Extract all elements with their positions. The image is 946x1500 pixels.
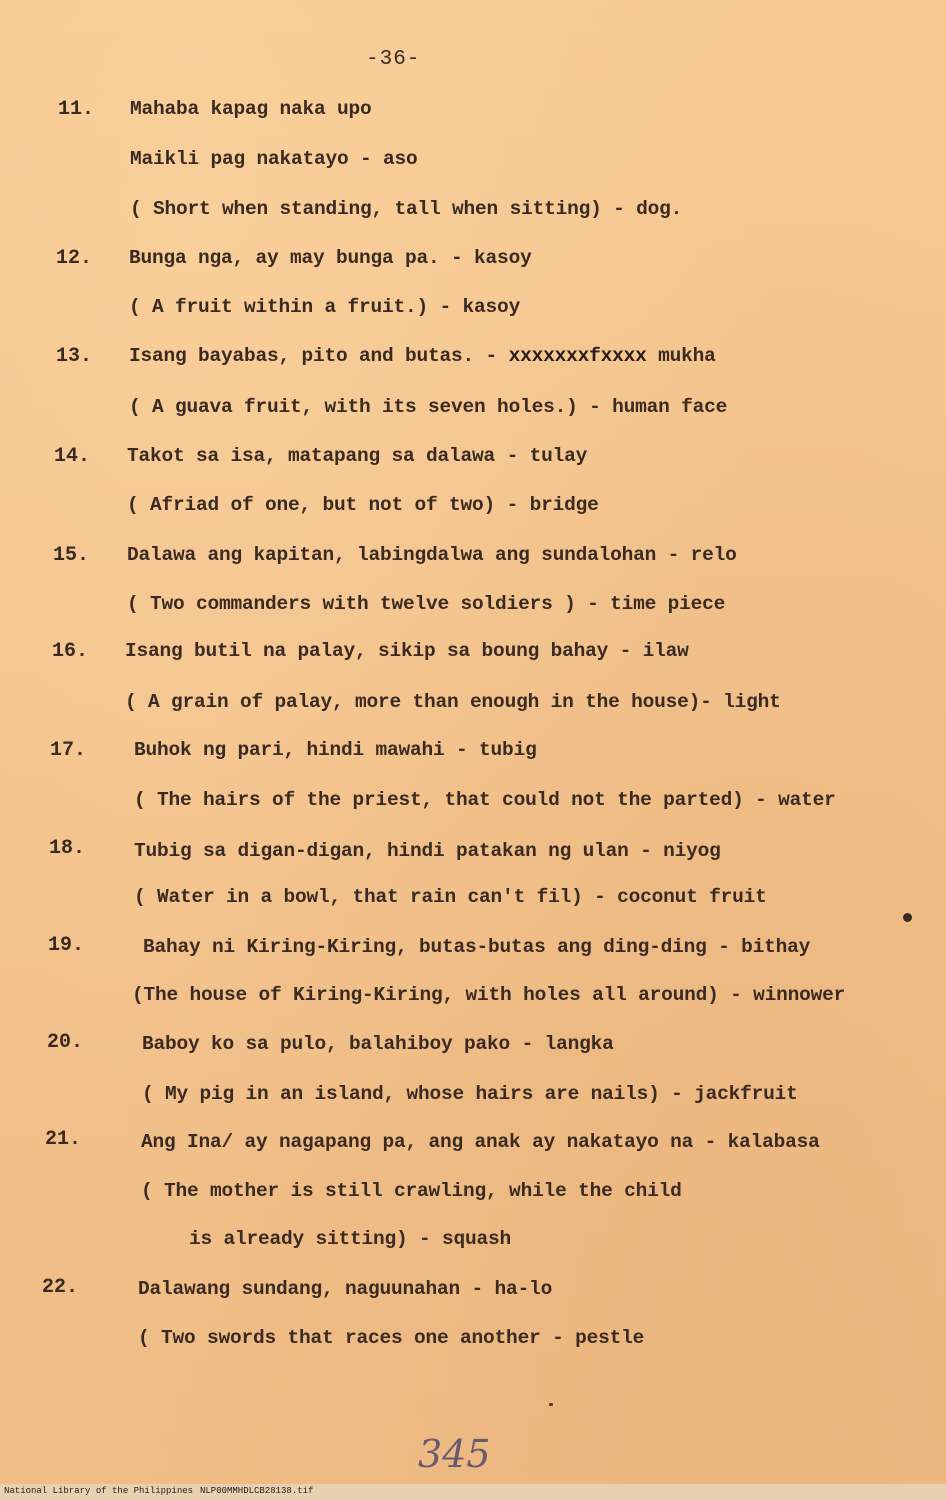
translation-line: ( Short when standing, tall when sitting) - dog. (130, 198, 683, 220)
item-number: 15. (53, 544, 90, 567)
footer-filename: NLP00MMHDLCB28138.tif (200, 1486, 314, 1496)
translation-line: ( The hairs of the priest, that could not the parted) - water (134, 789, 836, 811)
item-number: 21. (45, 1128, 82, 1151)
riddle-line: Tubig sa digan-digan, hindi patakan ng ulan - niyog (134, 840, 721, 862)
translation-line: (The house of Kiring-Kiring, with holes all around) - winnower (132, 984, 846, 1006)
riddle-text: Isang bayabas, pito and butas. - (129, 345, 509, 367)
footer-library: National Library of the Philippines (4, 1486, 194, 1496)
riddle-line: Mahaba kapag naka upo (130, 98, 372, 120)
ink-speck (549, 1403, 553, 1406)
riddle-line: Baboy ko sa pulo, balahiboy pako - langka (142, 1033, 614, 1055)
item-number: 13. (56, 345, 93, 368)
item-number: 22. (42, 1276, 79, 1299)
item-number: 19. (48, 934, 85, 957)
riddle-line: Bahay ni Kiring-Kiring, butas-butas ang ding-ding - bithay (143, 936, 811, 958)
riddle-line: Dalawang sundang, naguunahan - ha-lo (138, 1278, 553, 1300)
item-number: 12. (56, 247, 93, 270)
riddle-line: Bunga nga, ay may bunga pa. - kasoy (129, 247, 532, 269)
riddle-line: Takot sa isa, matapang sa dalawa - tulay (127, 445, 588, 467)
translation-line: ( Water in a bowl, that rain can't fil) - coconut fruit (134, 886, 767, 908)
translation-line: ( Two commanders with twelve soldiers ) - time piece (127, 593, 726, 615)
struck-text: xxxxxxxfxxxx (508, 345, 647, 367)
riddle-line: Isang butil na palay, sikip sa boung bahay - ilaw (125, 640, 689, 662)
riddle-line: Dalawa ang kapitan, labingdalwa ang sundalohan - relo (127, 544, 737, 566)
item-number: 14. (54, 445, 91, 468)
translation-line: ( The mother is still crawling, while the child (141, 1180, 682, 1202)
answer-text: mukha (646, 345, 716, 367)
item-number: 16. (52, 640, 89, 663)
translation-line: ( A guava fruit, with its seven holes.) - human face (129, 396, 728, 418)
riddle-line: Maikli pag nakatayo - aso (130, 148, 418, 170)
translation-line: ( My pig in an island, whose hairs are nails) - jackfruit (142, 1083, 798, 1105)
item-number: 18. (49, 837, 86, 860)
item-number: 20. (47, 1031, 84, 1054)
translation-line (189, 1228, 511, 1250)
ink-spot (903, 913, 912, 922)
translation-line: ( A fruit within a fruit.) - kasoy (129, 296, 521, 318)
item-number: 17. (50, 739, 87, 762)
handwritten-page-number: 345 (418, 1432, 491, 1476)
riddle-line: Buhok ng pari, hindi mawahi - tubig (134, 739, 537, 761)
translation-line: ( Two swords that races one another - pestle (138, 1327, 645, 1349)
scan-footer (0, 1484, 946, 1500)
translation-line: ( Afriad of one, but not of two) - bridge (127, 494, 599, 516)
riddle-line: Ang Ina/ ay nagapang pa, ang anak ay nakatayo na - kalabasa (141, 1131, 820, 1153)
page-number: -36- (366, 48, 421, 71)
riddle-line (129, 345, 716, 367)
translation-line: ( A grain of palay, more than enough in the house)- light (125, 691, 781, 713)
translation-text: is already sitting) - squash (189, 1228, 512, 1250)
item-number: 11. (58, 98, 95, 121)
